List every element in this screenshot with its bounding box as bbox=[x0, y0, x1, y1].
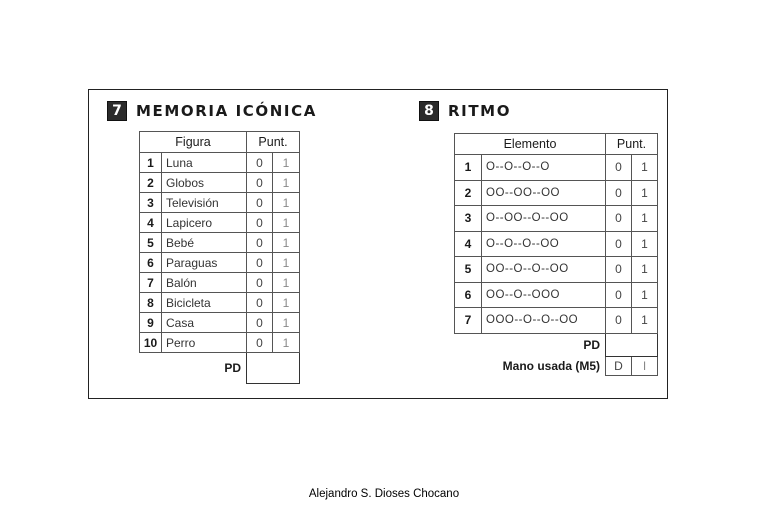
table-row bbox=[140, 313, 300, 333]
score-option-0[interactable]: 0 bbox=[606, 180, 632, 206]
score-option-0[interactable]: 0 bbox=[247, 153, 273, 173]
row-number: 10 bbox=[140, 333, 162, 353]
score-option-1[interactable]: 1 bbox=[273, 253, 300, 273]
score-option-0[interactable]: 0 bbox=[247, 173, 273, 193]
section-7-title: MEMORIA ICÓNICA bbox=[136, 102, 317, 120]
score-option-0[interactable]: 0 bbox=[606, 282, 632, 308]
score-option-1[interactable]: 1 bbox=[273, 293, 300, 313]
score-option-1[interactable]: 1 bbox=[273, 273, 300, 293]
score-option-1[interactable]: 1 bbox=[273, 233, 300, 253]
col-header-figura: Figura bbox=[140, 132, 247, 153]
row-number: 3 bbox=[455, 206, 482, 232]
row-number: 5 bbox=[140, 233, 162, 253]
author-footer: Alejandro S. Dioses Chocano bbox=[308, 488, 460, 500]
score-option-0[interactable]: 0 bbox=[247, 293, 273, 313]
row-number: 4 bbox=[455, 231, 482, 257]
figura-cell: Televisión bbox=[162, 193, 247, 213]
figura-cell: Luna bbox=[162, 153, 247, 173]
score-option-1[interactable]: 1 bbox=[273, 153, 300, 173]
table-row bbox=[455, 231, 658, 257]
row-number: 2 bbox=[140, 173, 162, 193]
table-row bbox=[140, 273, 300, 293]
row-number: 1 bbox=[455, 155, 482, 181]
rhythm-pattern-cell: O--O--O--O bbox=[482, 155, 606, 181]
figura-cell: Bicicleta bbox=[162, 293, 247, 313]
rhythm-pattern-cell: O--O--O--OO bbox=[482, 231, 606, 257]
figura-cell: Globos bbox=[162, 173, 247, 193]
score-option-1[interactable]: 1 bbox=[632, 282, 658, 308]
score-option-1[interactable]: 1 bbox=[632, 155, 658, 181]
row-number: 2 bbox=[455, 180, 482, 206]
table-row bbox=[140, 293, 300, 313]
figura-cell: Paraguas bbox=[162, 253, 247, 273]
table-row bbox=[455, 282, 658, 308]
ritmo-table bbox=[454, 133, 658, 376]
score-option-0[interactable]: 0 bbox=[247, 233, 273, 253]
figura-cell: Casa bbox=[162, 313, 247, 333]
row-number: 6 bbox=[140, 253, 162, 273]
score-option-0[interactable]: 0 bbox=[606, 206, 632, 232]
table-row bbox=[455, 308, 658, 334]
rhythm-pattern-cell: OO--O--O--OO bbox=[482, 257, 606, 283]
hand-option-d[interactable]: D bbox=[606, 356, 632, 375]
rhythm-pattern-cell: OO--O--OOO bbox=[482, 282, 606, 308]
score-option-1[interactable]: 1 bbox=[273, 333, 300, 353]
rhythm-pattern-cell: OOO--O--O--OO bbox=[482, 308, 606, 334]
score-option-0[interactable]: 0 bbox=[247, 213, 273, 233]
table-row bbox=[140, 253, 300, 273]
table-row bbox=[140, 153, 300, 173]
score-option-0[interactable]: 0 bbox=[247, 193, 273, 213]
table-row bbox=[140, 213, 300, 233]
section-7-number-badge: 7 bbox=[107, 101, 127, 121]
figura-cell: Perro bbox=[162, 333, 247, 353]
score-option-1[interactable]: 1 bbox=[273, 213, 300, 233]
row-number: 1 bbox=[140, 153, 162, 173]
hand-option-i[interactable]: I bbox=[632, 356, 658, 375]
table-row bbox=[455, 206, 658, 232]
score-option-0[interactable]: 0 bbox=[606, 231, 632, 257]
table-row bbox=[140, 173, 300, 193]
col-header-elemento: Elemento bbox=[455, 134, 606, 155]
figura-cell: Bebé bbox=[162, 233, 247, 253]
row-number: 7 bbox=[455, 308, 482, 334]
col-header-punt: Punt. bbox=[247, 132, 300, 153]
score-option-0[interactable]: 0 bbox=[606, 257, 632, 283]
memoria-iconica-table bbox=[139, 131, 300, 384]
row-number: 4 bbox=[140, 213, 162, 233]
score-option-1[interactable]: 1 bbox=[632, 231, 658, 257]
score-option-1[interactable]: 1 bbox=[273, 193, 300, 213]
table-row bbox=[455, 180, 658, 206]
section-7-header bbox=[107, 101, 317, 121]
table-row bbox=[455, 257, 658, 283]
rhythm-pattern-cell: OO--OO--OO bbox=[482, 180, 606, 206]
score-option-0[interactable]: 0 bbox=[606, 155, 632, 181]
table-row bbox=[140, 333, 300, 353]
score-option-1[interactable]: 1 bbox=[273, 173, 300, 193]
table-row bbox=[140, 233, 300, 253]
rhythm-pattern-cell: O--OO--O--OO bbox=[482, 206, 606, 232]
row-number: 3 bbox=[140, 193, 162, 213]
score-option-0[interactable]: 0 bbox=[247, 253, 273, 273]
score-option-0[interactable]: 0 bbox=[606, 308, 632, 334]
score-option-0[interactable]: 0 bbox=[247, 313, 273, 333]
row-number: 6 bbox=[455, 282, 482, 308]
row-number: 8 bbox=[140, 293, 162, 313]
pd-score-box[interactable] bbox=[247, 353, 300, 384]
col-header-punt: Punt. bbox=[606, 134, 658, 155]
score-option-1[interactable]: 1 bbox=[632, 308, 658, 334]
hand-used-label: Mano usada (M5) bbox=[502, 358, 600, 373]
pd-label: PD bbox=[583, 337, 600, 352]
row-number: 5 bbox=[455, 257, 482, 283]
table-row bbox=[140, 193, 300, 213]
pd-score-box[interactable] bbox=[606, 333, 658, 356]
score-option-1[interactable]: 1 bbox=[273, 313, 300, 333]
score-option-1[interactable]: 1 bbox=[632, 257, 658, 283]
score-option-1[interactable]: 1 bbox=[632, 206, 658, 232]
row-number: 7 bbox=[140, 273, 162, 293]
figura-cell: Lapicero bbox=[162, 213, 247, 233]
row-number: 9 bbox=[140, 313, 162, 333]
score-option-0[interactable]: 0 bbox=[247, 333, 273, 353]
figura-cell: Balón bbox=[162, 273, 247, 293]
section-8-number-badge: 8 bbox=[419, 101, 439, 121]
pd-label: PD bbox=[224, 361, 241, 376]
score-option-1[interactable]: 1 bbox=[632, 180, 658, 206]
section-8-title: RITMO bbox=[448, 102, 512, 120]
table-row bbox=[455, 155, 658, 181]
section-8-header bbox=[419, 101, 511, 121]
score-option-0[interactable]: 0 bbox=[247, 273, 273, 293]
